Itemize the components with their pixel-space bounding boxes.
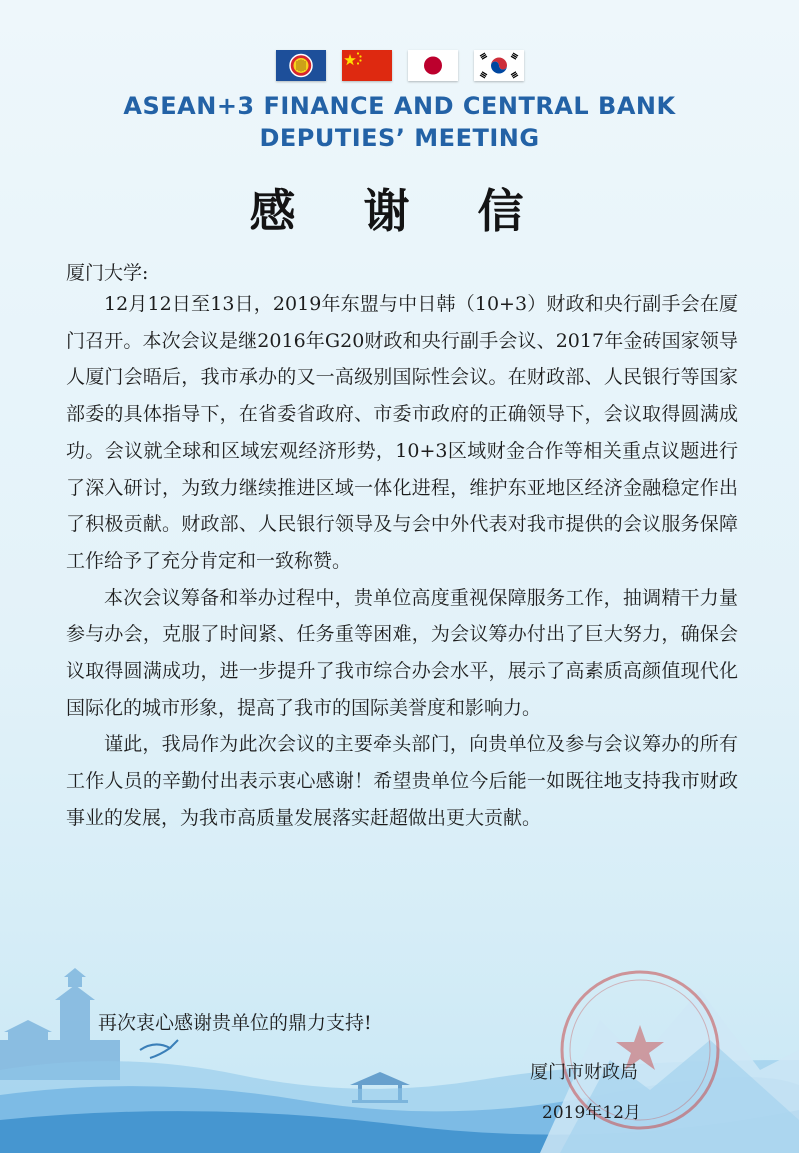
body-paragraph: 12月12日至13日，2019年东盟与中日韩（10+3）财政和央行副手会在厦门召开。本次会议是继2016年G20财政和央行副手会议、2017年金砖国家领导人厦门会晤后，我市承办的又一高级别国际性会议。在财政部、人民银行等国家部委的具体指导下，在省委省政府、市委市政府的正确领导下，会议取得圆满成功。会议就全球和区域宏观经济形势，10+3区域财金合作等相关重点议题进行了深入研讨，为致力继续推进区域一体化进程，维护东亚地区经济金融稳定作出了积极贡献。财政部、人民银行领导及与会中外代表对我市提供的会议服务保障工作给予了充分肯定和一致称赞。 [66, 293, 738, 572]
meeting-header-line1: ASEAN+3 FINANCE AND CENTRAL BANK [123, 92, 676, 120]
letter-date: 2019年12月 [542, 1103, 641, 1123]
body-paragraph: 谨此，我局作为此次会议的主要牵头部门，向贵单位及参与会议筹办的所有工作人员的辛勤付出表示衷心感谢！希望贵单位今后能一如既往地支持我市财政事业的发展，为我市高质量发展落实赶超做出更大贡献。 [66, 733, 738, 829]
salutation: 厦门大学: [66, 262, 149, 284]
letter-title: 感 谢 信 [249, 184, 550, 238]
body-paragraph: 本次会议筹备和举办过程中，贵单位高度重视保障服务工作，抽调精干力量参与办会，克服了时间紧、任务重等困难，为会议筹办付出了巨大努力，确保会议取得圆满成功，进一步提升了我市综合办会水平，展示了高素质高颜值现代化国际化的城市形象，提高了我市的国际美誉度和影响力。 [66, 586, 738, 719]
meeting-header-line2: DEPUTIES’ MEETING [259, 124, 540, 152]
closing-remark: 再次衷心感谢贵单位的鼎力支持! [98, 1012, 372, 1034]
signature: 厦门市财政局 [530, 1062, 638, 1083]
